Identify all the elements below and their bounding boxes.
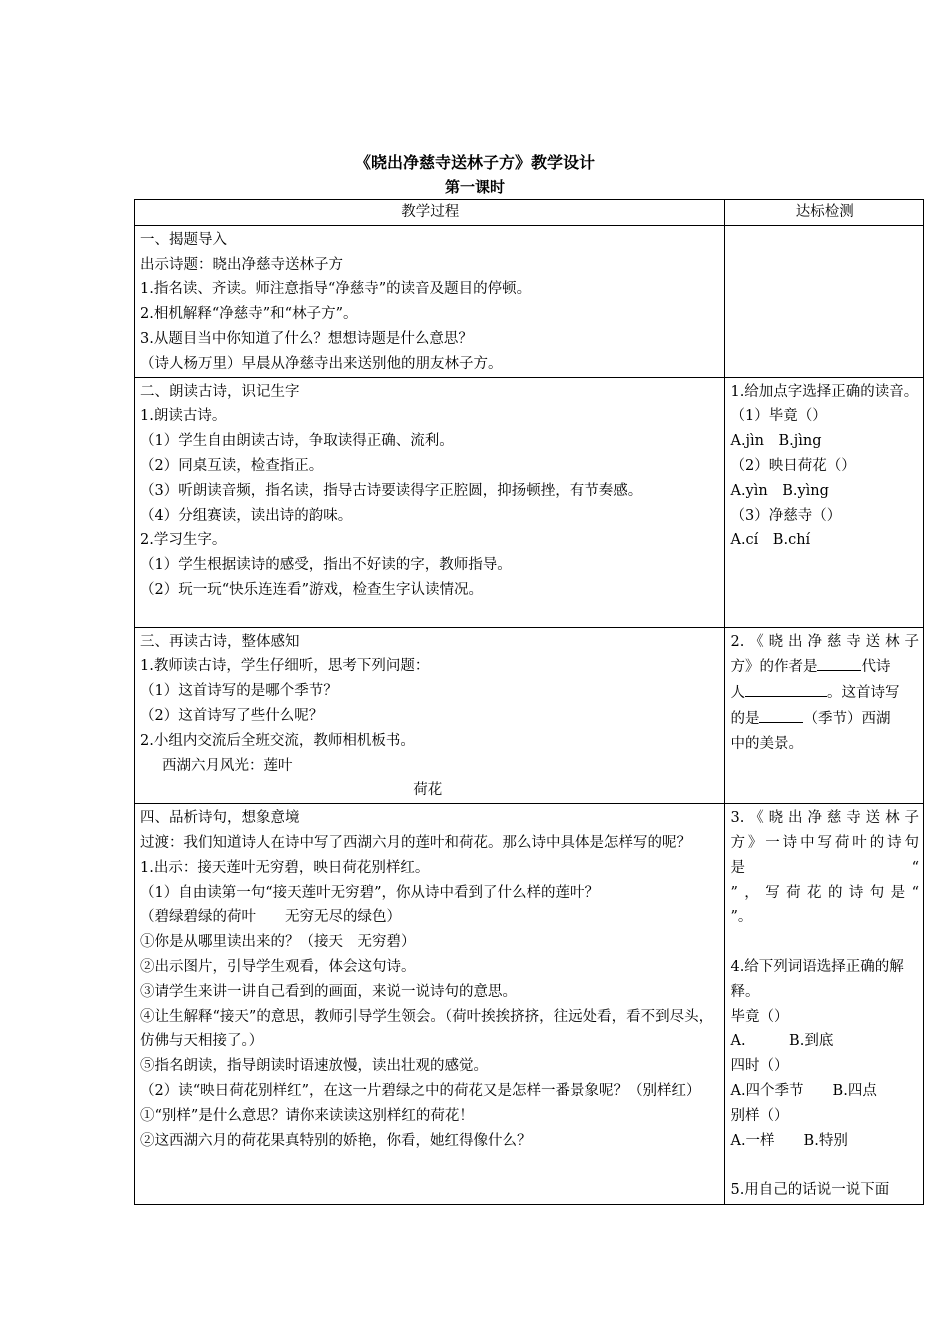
text-line: ①“别样”是什么意思？请你来读读这别样红的荷花！ xyxy=(140,1107,474,1124)
text-line: 荷花 xyxy=(413,782,443,799)
question-text: 是 xyxy=(730,859,745,876)
question-4: 4.给下列词语选择正确的解释。 xyxy=(730,958,904,1000)
text-line: （2）这首诗写了些什么呢？ xyxy=(140,707,324,724)
question-text: 代诗 xyxy=(861,659,891,676)
header-process: 教学过程 xyxy=(135,200,725,226)
text-line: （3）听朗读音频，指名读，指导古诗要读得字正腔圆，抑扬顿挫，有节奏感。 xyxy=(140,482,643,499)
text-line: （1）这首诗写的是哪个季节？ xyxy=(140,683,338,700)
question-2: 2.《晓出净慈寺送林子 xyxy=(730,633,919,650)
document-subtitle: 第一课时 xyxy=(444,178,505,196)
section-3-check xyxy=(725,627,924,804)
question-line: （1）毕竟（） xyxy=(730,408,827,425)
answer-blank[interactable] xyxy=(745,680,827,697)
question-text: 的是 xyxy=(730,710,760,727)
question-text: 。这首诗写 xyxy=(826,685,900,702)
question-line: 毕竟（） xyxy=(730,1008,789,1025)
answer-blank[interactable] xyxy=(817,654,861,671)
text-line: ④让生解释“接天”的意思，教师引导学生领会。（荷叶挨挨挤挤，往远处看，看不到尽头，仿佛与天相接了。） xyxy=(140,1008,714,1050)
section-heading: 一、揭题导入 xyxy=(140,231,227,248)
question-line: ”。 xyxy=(730,909,753,926)
table-header-row xyxy=(135,200,924,226)
section-2-process xyxy=(135,377,725,627)
question-text: 方》的作者是 xyxy=(730,659,818,676)
section-1-check xyxy=(725,225,924,377)
answer-options: A. B.到底 xyxy=(730,1033,834,1050)
question-line: 中的美景。 xyxy=(730,735,803,752)
text-line: （4）分组赛读，读出诗的韵味。 xyxy=(140,507,353,524)
section-heading: 四、品析诗句，想象意境 xyxy=(140,810,300,827)
section-heading: 二、朗读古诗，识记生字 xyxy=(140,383,300,400)
text-line: 1.朗读古诗。 xyxy=(140,408,227,425)
section-4-check xyxy=(725,804,924,1205)
question-line: 四时（） xyxy=(730,1058,789,1075)
spacer xyxy=(730,930,919,955)
answer-blank[interactable] xyxy=(759,706,803,723)
text-line: （诗人杨万里）早晨从净慈寺出来送别他的朋友林子方。 xyxy=(140,355,503,372)
question-line: （3）净慈寺（） xyxy=(730,507,842,524)
section-1-process xyxy=(135,225,725,377)
text-line: 1.教师读古诗，学生仔细听，思考下列问题： xyxy=(140,658,430,675)
section-3-process xyxy=(135,627,725,804)
text-line: （1）学生根据读诗的感受，指出不好读的字，教师指导。 xyxy=(140,557,512,574)
question-text: （季节）西湖 xyxy=(803,710,891,727)
text-line: 3.从题目当中你知道了什么？想想诗题是什么意思？ xyxy=(140,330,473,347)
spacer xyxy=(730,1153,919,1178)
text-line: ⑤指名朗读，指导朗读时语速放慢，读出壮观的感觉。 xyxy=(140,1058,488,1075)
answer-options: A.cí B.chí xyxy=(730,532,811,549)
document-title: 《晓出净慈寺送林子方》教学设计 xyxy=(354,153,595,172)
text-line: 西湖六月风光：莲叶 xyxy=(162,757,293,774)
question-3: 3.《晓出净慈寺送林子 xyxy=(730,810,919,827)
header-check: 达标检测 xyxy=(725,200,924,226)
question-line xyxy=(730,856,919,881)
text-line: ②这西湖六月的荷花果真特别的娇艳，你看，她红得像什么？ xyxy=(140,1132,532,1149)
question-5: 5.用自己的话说一说下面 xyxy=(730,1182,890,1199)
question-text: 人 xyxy=(730,685,745,702)
text-line: （1）自由读第一句“接天莲叶无穷碧”，你从诗中看到了什么样的莲叶？ xyxy=(140,884,600,901)
question-line: 方》一诗中写荷叶的诗句 xyxy=(730,834,919,851)
question-line xyxy=(730,680,919,706)
question-line: ”，写荷花的诗句是“ xyxy=(730,884,919,901)
text-line: ③请学生来讲一讲自己看到的画面，来说一说诗句的意思。 xyxy=(140,983,517,1000)
text-line: （2）同桌互读，检查指正。 xyxy=(140,457,324,474)
text-line: ②出示图片，引导学生观看，体会这句诗。 xyxy=(140,958,416,975)
section-row-3 xyxy=(135,627,924,804)
section-4-process xyxy=(135,804,725,1205)
question-line xyxy=(730,654,919,680)
text-line: 2.相机解释“净慈寺”和“林子方”。 xyxy=(140,306,358,323)
question-line xyxy=(730,706,919,732)
text-line: （2）玩一玩“快乐连连看”游戏，检查生字认读情况。 xyxy=(140,581,484,598)
section-row-4 xyxy=(135,804,924,1205)
text-line: （2）读“映日荷花别样红”，在这一片碧绿之中的荷花又是怎样一番景象呢？（别样红） xyxy=(140,1082,701,1099)
text-line: 过渡：我们知道诗人在诗中写了西湖六月的莲叶和荷花。那么诗中具体是怎样写的呢？ xyxy=(140,834,691,851)
answer-options: A.四个季节 B.四点 xyxy=(730,1082,877,1099)
text-line: 出示诗题：晓出净慈寺送林子方 xyxy=(140,256,343,273)
text-line: 2.学习生字。 xyxy=(140,532,227,549)
text-line: 1.指名读、齐读。师注意指导“净慈寺”的读音及题目的停顿。 xyxy=(140,281,532,298)
answer-options: A.yìn B.yìng xyxy=(730,482,829,499)
answer-options: A.一样 B.特别 xyxy=(730,1132,848,1149)
question-line: 别样（） xyxy=(730,1107,789,1124)
section-row-1 xyxy=(135,225,924,377)
text-line: （碧绿碧绿的荷叶 无穷无尽的绿色） xyxy=(140,909,401,926)
section-2-check xyxy=(725,377,924,627)
question-line: （2）映日荷花（） xyxy=(730,457,856,474)
section-row-2 xyxy=(135,377,924,627)
lesson-table xyxy=(134,199,924,1205)
text-line: 2.小组内交流后全班交流，教师相机板书。 xyxy=(140,732,415,749)
text-line: （1）学生自由朗读古诗，争取读得正确、流利。 xyxy=(140,433,454,450)
answer-options: A.jìn B.jìng xyxy=(730,433,822,450)
text-line: 1.出示：接天莲叶无穷碧，映日荷花别样红。 xyxy=(140,859,430,876)
question-1: 1.给加点字选择正确的读音。 xyxy=(730,383,919,400)
question-text: “ xyxy=(911,859,919,876)
text-line: ①你是从哪里读出来的？（接天 无穷碧） xyxy=(140,934,416,951)
section-heading: 三、再读古诗，整体感知 xyxy=(140,633,300,650)
